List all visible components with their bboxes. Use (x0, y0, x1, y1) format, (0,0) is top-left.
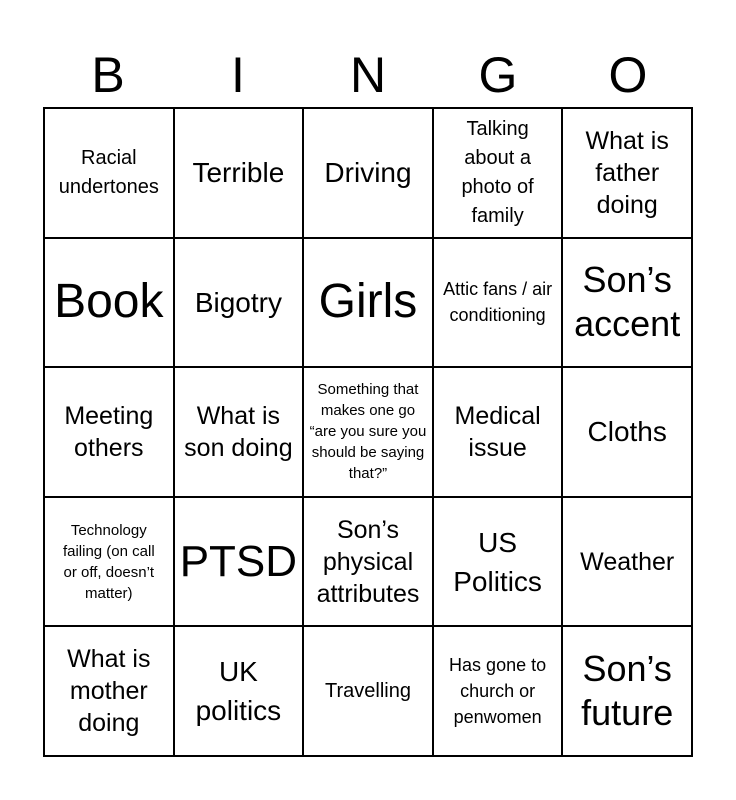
header-letter-o: O (608, 47, 648, 103)
bingo-cell[interactable] (303, 238, 433, 368)
bingo-cell[interactable] (174, 367, 304, 497)
cell-text: Son’s future (581, 648, 674, 734)
bingo-cell[interactable] (174, 497, 304, 627)
cell-text: Weather (580, 547, 675, 576)
bingo-cell[interactable] (433, 238, 563, 368)
cell-text: Book (54, 275, 164, 329)
cell-text: Attic fans / air conditioning (443, 279, 553, 326)
bingo-cell[interactable] (44, 238, 174, 368)
cell-text: Girls (318, 275, 418, 329)
cell-text: UK politics (195, 656, 282, 727)
bingo-cell[interactable] (562, 367, 692, 497)
cell-text: Racial undertones (58, 146, 159, 198)
cell-text: Something that makes one go “are you sure you should be saying that?” (309, 381, 427, 483)
bingo-cell[interactable] (433, 108, 563, 238)
header-letter-i: I (231, 47, 245, 103)
cell-text: Terrible (192, 157, 285, 189)
cell-text: Medical issue (454, 401, 541, 462)
bingo-header (43, 44, 693, 106)
header-letter-b: B (91, 47, 125, 103)
bingo-cell[interactable] (174, 108, 304, 238)
bingo-cell[interactable] (433, 626, 563, 756)
bingo-cell[interactable] (174, 238, 304, 368)
header-letter-n: N (349, 47, 387, 103)
cell-text: PTSD (179, 536, 298, 586)
bingo-cell[interactable] (303, 367, 433, 497)
bingo-cell[interactable] (303, 108, 433, 238)
bingo-cell[interactable] (174, 626, 304, 756)
cell-text: Has gone to church or penwomen (449, 655, 547, 728)
cell-text: Son’s physical attributes (316, 515, 420, 608)
cell-text: Travelling (325, 679, 411, 702)
bingo-cell[interactable] (303, 626, 433, 756)
cell-text: Son’s accent (574, 259, 681, 345)
bingo-cell[interactable] (44, 108, 174, 238)
header-letter-g: G (478, 47, 518, 103)
bingo-cell[interactable] (562, 238, 692, 368)
cell-text: Talking about a photo of family (461, 117, 534, 227)
bingo-cell[interactable] (44, 367, 174, 497)
cell-text: Driving (324, 157, 412, 189)
bingo-cell[interactable] (44, 497, 174, 627)
bingo-board (43, 107, 693, 757)
cell-text: US Politics (453, 526, 542, 597)
bingo-cell[interactable] (562, 626, 692, 756)
bingo-cell[interactable] (433, 367, 563, 497)
bingo-cell[interactable] (562, 497, 692, 627)
cell-text: What is father doing (585, 126, 669, 219)
cell-text: What is son doing (184, 401, 293, 462)
bingo-cell[interactable] (44, 626, 174, 756)
cell-text: Bigotry (194, 286, 282, 318)
cell-text: Meeting others (64, 401, 154, 462)
cell-text: Technology failing (on call or off, doesn’t matter) (62, 521, 155, 602)
bingo-cell[interactable] (303, 497, 433, 627)
bingo-cell[interactable] (562, 108, 692, 238)
cell-text: What is mother doing (67, 645, 151, 738)
bingo-cell[interactable] (433, 497, 563, 627)
cell-text: Cloths (587, 416, 667, 448)
